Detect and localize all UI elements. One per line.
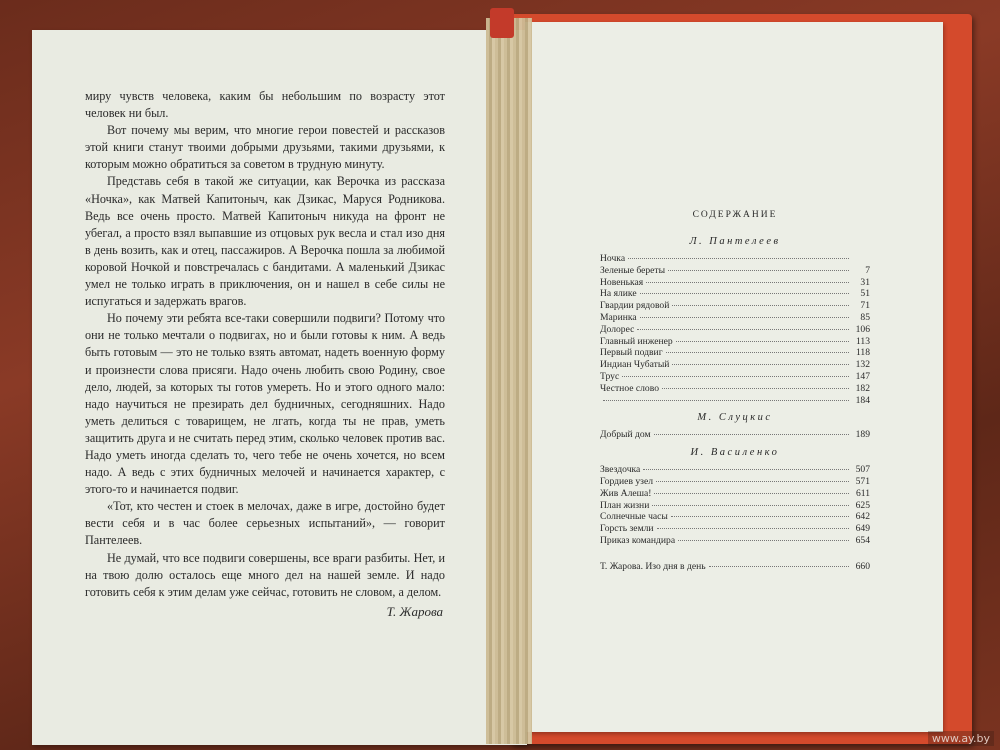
toc-entry [600, 277, 870, 289]
toc-entry-page: 642 [855, 511, 870, 523]
toc-entry-title: На ялике [600, 288, 637, 300]
toc-entry-page: 71 [860, 300, 870, 312]
toc-entry-page: 7 [865, 264, 870, 276]
toc-entry-title: Долорес [600, 323, 635, 335]
dot-leader [656, 481, 849, 482]
left-page-text [85, 88, 445, 620]
toc-entry-title: Жив Алеша! [600, 487, 652, 499]
dot-leader [657, 528, 849, 529]
toc-entry [600, 523, 870, 535]
toc-entry [600, 429, 870, 441]
dot-leader [646, 282, 849, 283]
toc-entry-page: 113 [855, 335, 870, 347]
toc-entry-page: 182 [855, 382, 870, 394]
toc-entry [600, 336, 870, 348]
toc-entry-title: План жизни [600, 499, 650, 511]
dot-leader [671, 516, 849, 517]
toc-entry-page: 571 [855, 475, 870, 487]
toc-entry-page: 660 [855, 560, 870, 572]
dot-leader [672, 305, 849, 306]
toc-entry [600, 300, 870, 312]
toc-entry-page: 147 [855, 370, 870, 382]
toc-entry-title: Звездочка [600, 464, 641, 476]
toc-entry-title: Горсть земли [600, 523, 654, 535]
dot-leader [637, 329, 849, 330]
toc-entry-page: 31 [860, 276, 870, 288]
toc-entry-page: 625 [855, 499, 870, 511]
toc-entry [600, 476, 870, 488]
toc-entry [600, 383, 870, 395]
toc-entry-title: Ночка [600, 253, 626, 264]
toc-author: М. Слуцкис [697, 412, 773, 424]
toc-entry-page: 611 [855, 487, 870, 499]
toc-entry-title: Трус [600, 370, 620, 382]
dot-leader [654, 493, 849, 494]
toc-entry-title: Солнечные часы [600, 511, 668, 523]
toc-entry-page: 51 [860, 288, 870, 300]
toc-body [600, 236, 870, 547]
toc-title: СОДЕРЖАНИЕ [692, 210, 778, 220]
signature: Т. Жарова [386, 603, 443, 619]
paragraph: Вот почему мы верим, что многие герои повестей и рассказов этой книги станут твоими добрыми друзьями, такими друзьями, к которым можно обратиться за советом в трудную минуту. [85, 123, 445, 172]
toc-entry [600, 288, 870, 300]
paragraph: Но почему эти ребята все-таки совершили подвиги? Потому что они не только мечтали о подвигах, но и были готовы к ним. А ведь быть готовым — это не только взять автомат, надеть военную форму и произнести слова присяги. Надо очень любить свою Родину, свое дело, людей, за которых ты готов умереть. Но и этого одного мало: надо научиться не презирать дел будничных, сегодняшних. Надо уметь делиться с товарищем, не лгать, когда ты не прав, уметь защитить друга и не считать перед этим, сколько человек против вас. Надо уметь иногда сделать то, чего тебе не очень хочется, но всем надо. А ведь с этих будничных мелочей и начинается характер, с этого-то и начинается подвиг. [85, 311, 445, 497]
toc-entry-title: Зеленые береты [600, 264, 666, 276]
toc-entry-page: 184 [855, 394, 870, 406]
dot-leader [668, 270, 849, 271]
dot-leader [643, 469, 849, 470]
dot-leader [603, 400, 849, 401]
paragraph: Представь себя в такой же ситуации, как Верочка из рассказа «Ночка», как Матвей Капитоныч, как Дзикас, Маруся Родникова. Ведь все очень просто. Матвей Капитоныч никуда на фронт не убегал, а просто взял выпавшие из отцовых рук весла и стал изо дня в день возить, как и отец, пассажиров. А Верочка пошла за любимой коровой Ночкой и повстречалась с бандитами. А маленький Дзикас умел не только играть в приключения, он и нашел в себе силы не испугаться и задержать врагов. [85, 174, 445, 309]
book-spine [486, 18, 532, 744]
toc-entry [600, 265, 870, 277]
toc-entry-page: 189 [855, 429, 870, 441]
toc-entry [600, 511, 870, 523]
dot-leader [640, 293, 849, 294]
dot-leader [622, 376, 849, 377]
toc-entry-title: Главный инженер [600, 335, 673, 347]
dot-leader [672, 364, 849, 365]
toc-entry [600, 464, 870, 476]
toc-entry-title: Маринка [600, 311, 637, 323]
dot-leader [654, 434, 849, 435]
toc-entry [600, 253, 870, 265]
toc-entry-title: Новенькая [600, 276, 644, 288]
toc-entry-title: Приказ командира [600, 534, 676, 546]
toc-entry [600, 324, 870, 336]
toc-entry-title: Т. Жарова. Изо дня в день [600, 560, 706, 572]
toc-entry [600, 347, 870, 359]
toc-entry-page: 654 [855, 534, 870, 546]
toc-entry-title: Индиан Чубатый [600, 359, 670, 371]
toc-entry [600, 371, 870, 383]
toc-entry-title: Первый подвиг [600, 347, 663, 359]
toc-entry-page: 132 [855, 359, 870, 371]
toc-entry-title: Добрый дом [600, 429, 651, 441]
dot-leader [666, 352, 849, 353]
toc-author: И. Василенко [690, 447, 780, 459]
dot-leader [709, 566, 849, 567]
toc-entry [600, 561, 870, 573]
dot-leader [678, 540, 849, 541]
toc-entry-page: 649 [855, 523, 870, 535]
bookmark-ribbon [490, 8, 514, 38]
toc-entry [600, 488, 870, 500]
toc-entry-page: 85 [860, 311, 870, 323]
toc-entry-title: Гордиев узел [600, 475, 654, 487]
toc-entry-title: Гвардии рядовой [600, 300, 670, 312]
dot-leader [628, 258, 849, 259]
toc-entry [600, 359, 870, 371]
dot-leader [640, 317, 849, 318]
toc-entry-page: 118 [855, 347, 870, 359]
toc-entry-page: 106 [855, 323, 870, 335]
paragraph: «Тот, кто честен и стоек в мелочах, даже в игре, достойно будет вести себя и в час более серьезных испытаний», — говорит Пантелеев. [85, 499, 445, 548]
toc-author: Л. Пантелеев [689, 236, 781, 247]
paragraph: Не думай, что все подвиги совершены, все враги разбиты. Нет, и на твою долю осталось еще много дел на нашей земле. И надо готовить себя к этим делам уже сейчас, готовить не словом, а делом. [85, 550, 445, 599]
toc-entry [600, 535, 870, 547]
toc-entry-page: 507 [855, 464, 870, 476]
watermark: www.ay.by [928, 731, 994, 746]
toc-entry [600, 500, 870, 512]
dot-leader [662, 388, 849, 389]
toc-entry [600, 395, 870, 407]
toc-entry-title: Честное слово [600, 382, 659, 394]
toc-entry [600, 312, 870, 324]
table-of-contents [600, 210, 870, 573]
paragraph: миру чувств человека, каким бы небольшим по возрасту этот человек ни был. [85, 89, 445, 121]
dot-leader [676, 341, 849, 342]
dot-leader [652, 505, 849, 506]
